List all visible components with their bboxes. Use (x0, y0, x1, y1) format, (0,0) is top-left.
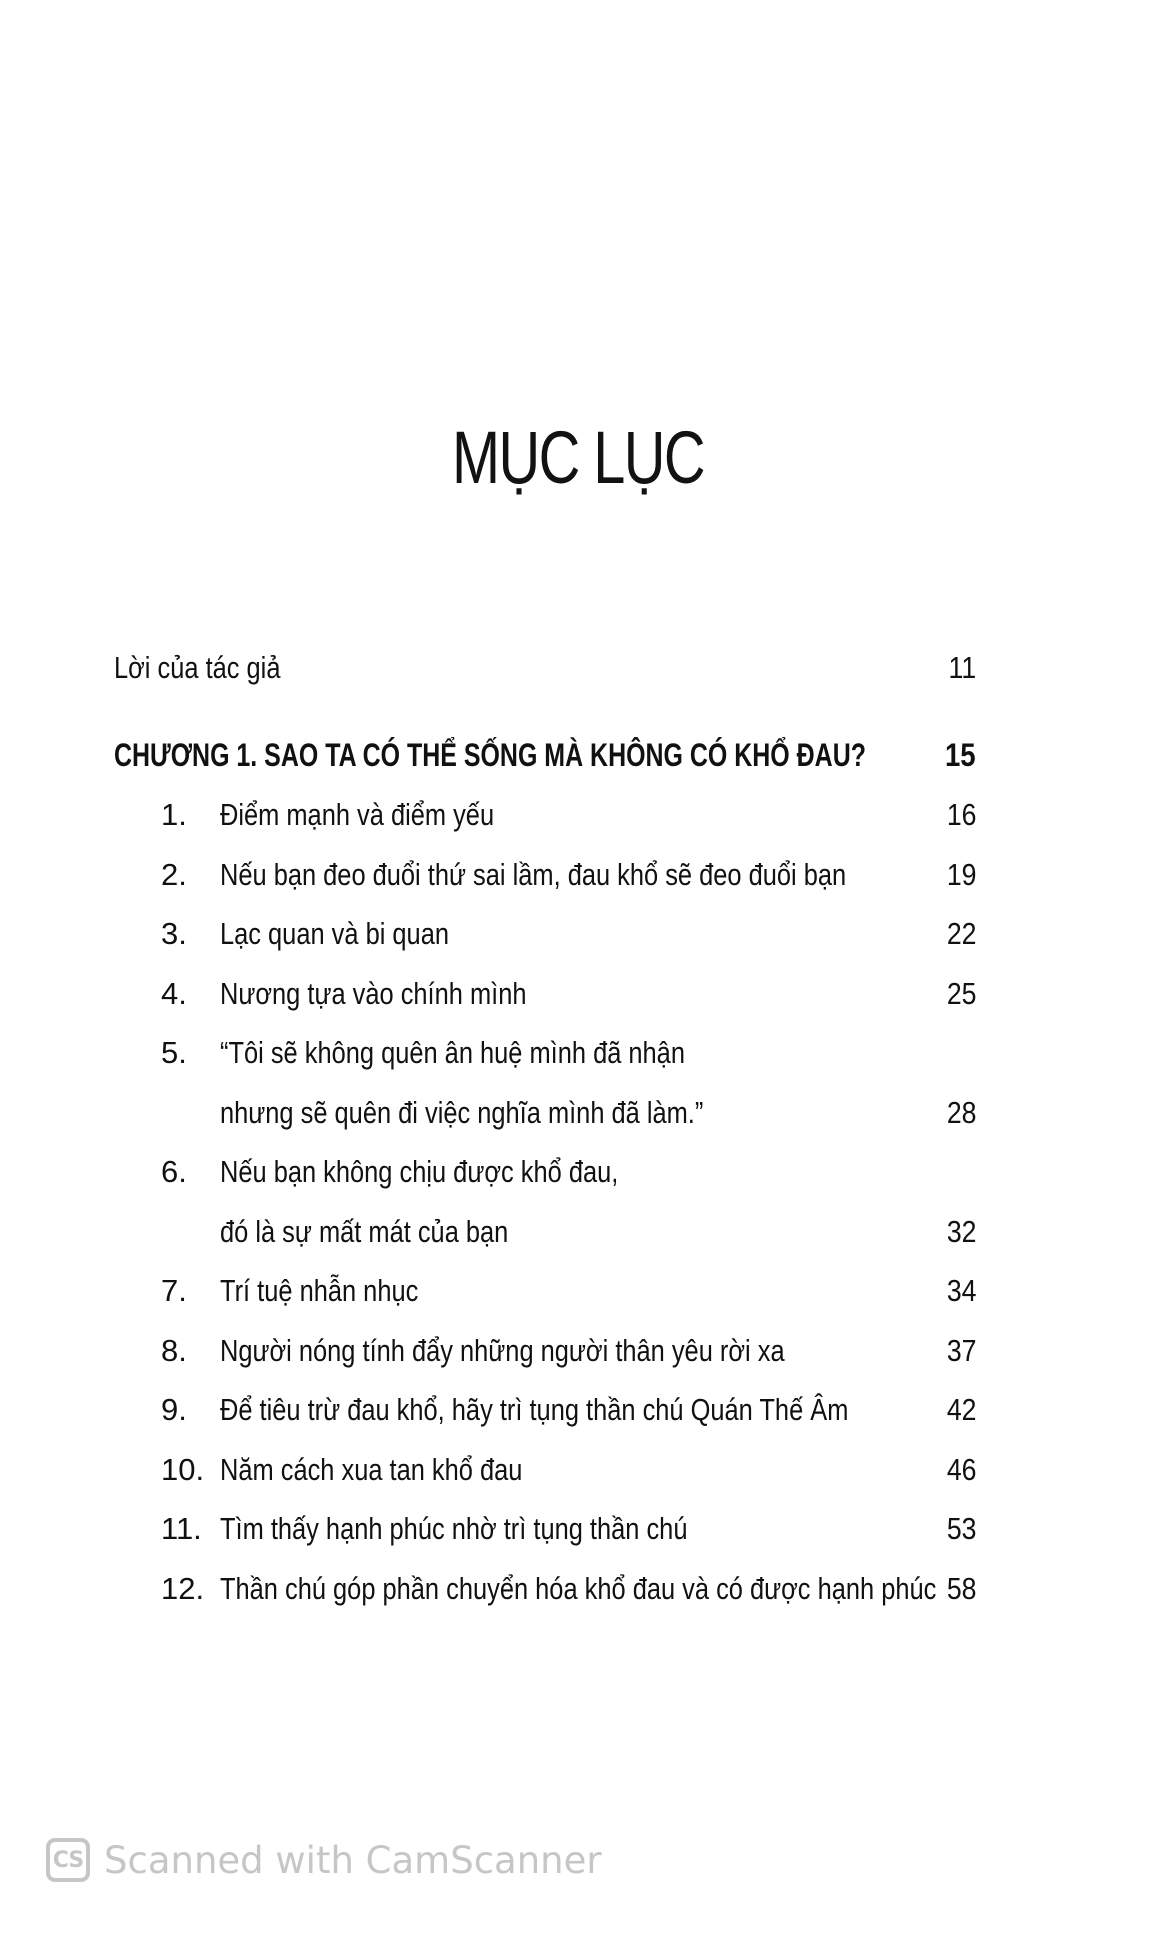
toc-entry-page: 34 (946, 1273, 976, 1308)
toc-entry[interactable] (114, 1499, 976, 1559)
toc-entry-preface[interactable] (114, 638, 976, 698)
toc-entry-continuation[interactable] (114, 1083, 976, 1143)
toc-entry[interactable] (114, 1380, 976, 1440)
page-title: MỤC LỤC (451, 416, 704, 499)
toc-entry-page: 58 (946, 1570, 976, 1606)
toc-entry-page: 42 (946, 1392, 976, 1427)
toc-entry-title: Nương tựa vào chính mình (220, 975, 527, 1011)
chapter-page: 15 (945, 736, 976, 773)
toc-entry-title: Điểm mạnh và điểm yếu (220, 797, 495, 832)
table-of-contents (114, 638, 976, 1618)
toc-entry-page: 22 (946, 916, 976, 951)
toc-entry-page: 11 (948, 650, 976, 685)
chapter-title: CHƯƠNG 1. SAO TA CÓ THỂ SỐNG MÀ KHÔNG CÓ KHỔ ĐAU? (114, 736, 866, 773)
toc-entry[interactable] (114, 1559, 976, 1619)
toc-entry-number: 3. (161, 916, 187, 951)
toc-entry-number: 2. (161, 856, 187, 892)
toc-entry[interactable] (114, 1321, 976, 1381)
toc-entry-number: 11. (161, 1511, 202, 1546)
toc-entry-title: Nếu bạn không chịu được khổ đau, (220, 1154, 619, 1189)
toc-entry-page: 32 (946, 1213, 976, 1249)
toc-chapter-heading[interactable] (114, 726, 976, 786)
toc-entry-title: Thần chú góp phần chuyển hóa khổ đau và có được hạnh phúc (220, 1570, 937, 1606)
toc-entry-number: 8. (161, 1332, 187, 1368)
toc-entry[interactable] (114, 1440, 976, 1500)
toc-entry-page: 25 (946, 975, 976, 1011)
toc-entry[interactable] (114, 1142, 976, 1202)
toc-entry[interactable] (114, 845, 976, 905)
toc-entry-continuation[interactable] (114, 1202, 976, 1262)
toc-entry-page: 46 (946, 1451, 976, 1487)
toc-entry-title: Lạc quan và bi quan (220, 916, 449, 951)
toc-entry[interactable] (114, 785, 976, 845)
toc-entry-title-line2: nhưng sẽ quên đi việc nghĩa mình đã làm.” (220, 1094, 704, 1130)
toc-entry-number: 1. (161, 797, 187, 832)
watermark-text: Scanned with CamScanner (104, 1838, 602, 1882)
toc-entry-page: 19 (946, 856, 976, 892)
toc-entry[interactable] (114, 1023, 976, 1083)
toc-entry-number: 7. (161, 1273, 187, 1308)
toc-entry-title: Năm cách xua tan khổ đau (220, 1451, 523, 1487)
toc-entry[interactable] (114, 964, 976, 1024)
toc-entry-title-line2: đó là sự mất mát của bạn (220, 1213, 509, 1249)
toc-entry-number: 12. (161, 1570, 205, 1606)
toc-entry-title: Lời của tác giả (114, 650, 281, 685)
toc-entry-number: 4. (161, 975, 187, 1011)
camscanner-watermark (46, 1832, 602, 1888)
toc-entry-title: Tìm thấy hạnh phúc nhờ trì tụng thần chú (220, 1511, 688, 1546)
toc-entry-title: Trí tuệ nhẫn nhục (220, 1273, 419, 1308)
toc-entry-number: 10. (161, 1451, 205, 1487)
toc-entry-number: 5. (161, 1035, 187, 1070)
toc-entry-title: Người nóng tính đẩy những người thân yêu rời xa (220, 1332, 785, 1368)
toc-entry-title: “Tôi sẽ không quên ân huệ mình đã nhận (220, 1035, 685, 1070)
toc-entry-page: 53 (946, 1511, 976, 1546)
toc-entry-title: Nếu bạn đeo đuổi thứ sai lầm, đau khổ sẽ đeo đuổi bạn (220, 856, 847, 892)
toc-entry-page: 37 (946, 1332, 976, 1368)
toc-entry[interactable] (114, 1261, 976, 1321)
toc-entry-page: 16 (946, 797, 976, 832)
toc-entry-page: 28 (946, 1094, 976, 1130)
toc-entry-number: 6. (161, 1154, 187, 1189)
toc-entry-number: 9. (161, 1392, 187, 1427)
camscanner-logo-icon: CS (46, 1838, 90, 1882)
toc-entry-title: Để tiêu trừ đau khổ, hãy trì tụng thần chú Quán Thế Âm (220, 1392, 849, 1427)
toc-entry[interactable] (114, 904, 976, 964)
